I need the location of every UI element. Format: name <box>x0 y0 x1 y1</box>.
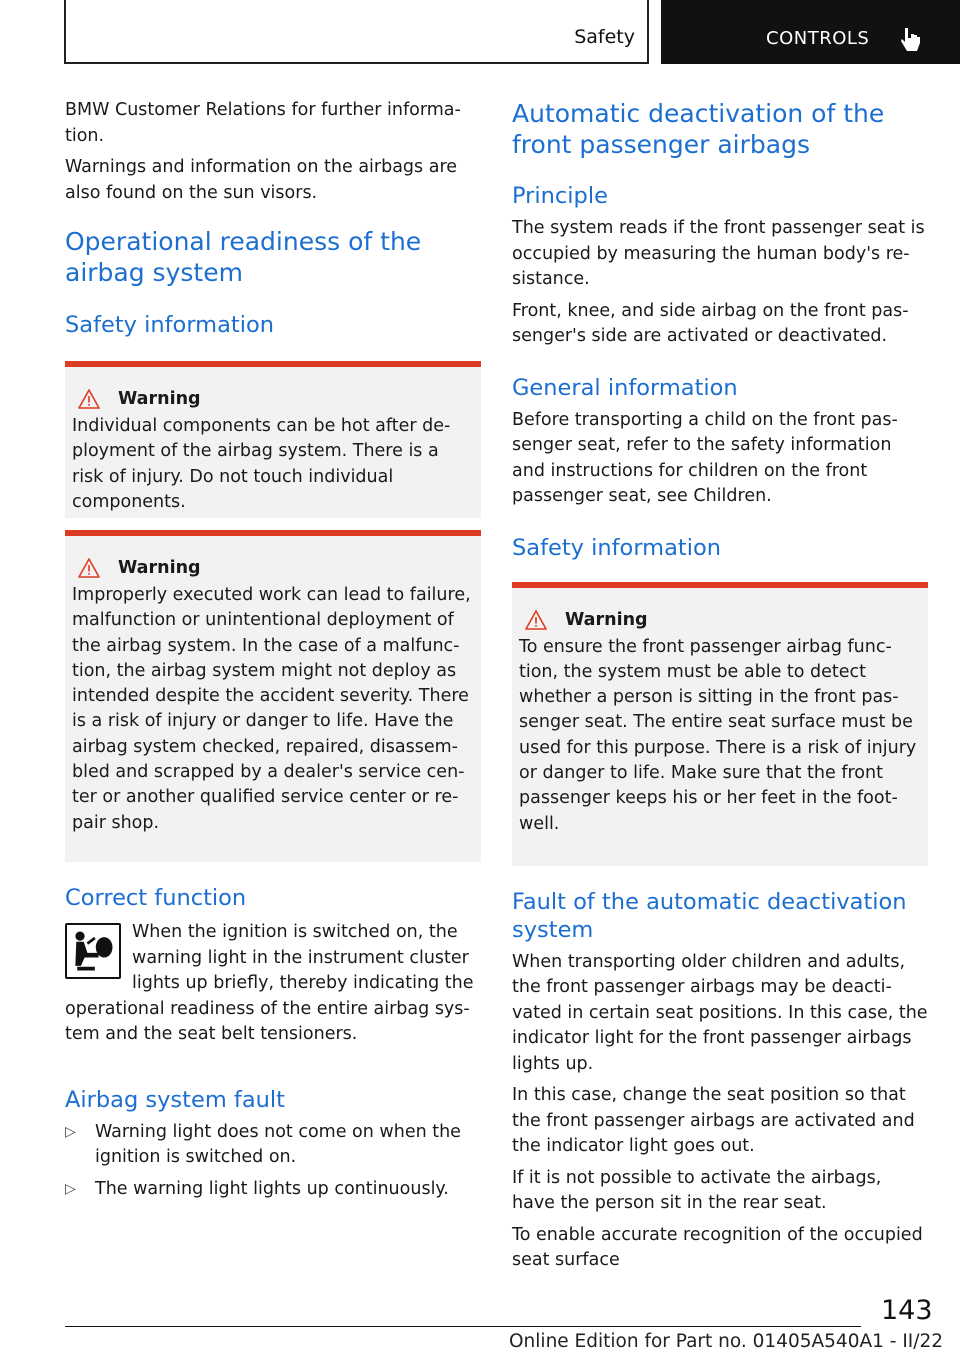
header-chapter-tab <box>661 0 960 64</box>
fault-paragraph: To enable accurate recognition of the occupied seat surface <box>512 1224 923 1270</box>
list-item <box>65 1120 481 1171</box>
general-info-text: Before transporting a child on the front pas‐senger seat, refer to the safety information and instructions for children on the front passenger seat, see Children. <box>512 409 898 506</box>
warning-box <box>65 361 481 518</box>
footer-divider <box>65 1326 861 1327</box>
safety-heading: Safety information <box>65 312 274 338</box>
warning-text: To ensure the front passenger airbag func‐tion, the system must be able to detect whether a person is sitting in the front pas‐senger seat. The entire seat surface must be used for this purpose. There is a risk of injury or danger to life. Make sure that the front passenger keeps his or her feet in the foot‐well. <box>519 636 917 834</box>
safety-heading: Safety information <box>512 534 721 561</box>
warning-triangle-icon <box>78 558 100 578</box>
fault-paragraph: If it is not possible to activate the airbags, have the person sit in the rear seat. <box>512 1167 882 1213</box>
hand-pointer-icon <box>900 26 922 54</box>
deactivation-fault-heading: Fault of the automatic deactivation system <box>512 888 907 943</box>
principle-paragraph: The system reads if the front passenger seat is occupied by measuring the human body's re‐sistance. <box>512 218 925 289</box>
warning-label: Warning <box>565 609 648 630</box>
warning-text: Individual components can be hot after de‐ployment of the airbag system. There is a risk of injury. Do not touch individual components. <box>72 416 451 512</box>
section-title: Automatic deactivation of the front passenger airbags <box>512 99 885 159</box>
general-info-heading: General information <box>512 374 738 401</box>
bullet-triangle-icon: ▷ <box>65 1180 76 1197</box>
list-item <box>65 1177 481 1203</box>
section-title: Operational readiness of the airbag system <box>65 227 422 287</box>
airbag-warning-light-icon <box>65 923 121 979</box>
fault-paragraph: When transporting older children and adults, the front passenger airbags may be deacti‐vated in certain seat positions. In this case, the indicator light for the front passenger airbags lights up. <box>512 951 928 1074</box>
correct-function-text: When the ignition is switched on, the warning light in the instrument cluster lights up briefly, thereby indicating the operational readiness of the entire airbag sys‐tem and the seat belt tensioners. <box>65 922 474 1044</box>
page-number: 143 <box>881 1295 933 1326</box>
warning-text: Improperly executed work can lead to failure, malfunction or unintentional deployment of the airbag system. In the case of a malfunc‐tion, the airbag system might not deploy as intended despite the accident severity. There is a risk of injury or danger to life. Have the airbag system checked, repaired, disassem‐bled and scrapped by a dealer's service cen‐ter or another qualified service center or re‐pair shop. <box>72 585 471 833</box>
header-section-label: Safety <box>574 26 635 48</box>
principle-heading: Principle <box>512 183 608 209</box>
intro-paragraph: BMW Customer Relations for further informa‐tion. <box>65 100 461 146</box>
edition-footer: Online Edition for Part no. 01405A540A1 - II/22 <box>509 1331 944 1352</box>
left-column <box>65 98 481 1202</box>
header-section-tab <box>64 0 649 64</box>
warning-triangle-icon <box>78 389 100 409</box>
bullet-triangle-icon: ▷ <box>65 1123 76 1140</box>
list-item-text: Warning light does not come on when the ignition is switched on. <box>95 1121 461 1167</box>
warning-label: Warning <box>118 558 201 578</box>
correct-function-block <box>65 920 481 1048</box>
right-column <box>512 98 928 1274</box>
warning-box <box>65 530 481 862</box>
warning-box <box>512 582 928 866</box>
fault-paragraph: In this case, change the seat position so that the front passenger airbags are activated and the indicator light goes out. <box>512 1085 915 1156</box>
correct-function-heading: Correct function <box>65 885 247 911</box>
intro-paragraph: Warnings and information on the airbags are also found on the sun visors. <box>65 157 458 203</box>
airbag-fault-heading: Airbag system fault <box>65 1086 285 1113</box>
warning-triangle-icon <box>525 610 547 630</box>
list-item-text: The warning light lights up continuously. <box>95 1178 449 1199</box>
warning-label: Warning <box>118 389 201 409</box>
header-chapter-label: CONTROLS <box>766 28 870 49</box>
principle-paragraph: Front, knee, and side airbag on the front pas‐senger's side are activated or deactivated. <box>512 300 909 346</box>
